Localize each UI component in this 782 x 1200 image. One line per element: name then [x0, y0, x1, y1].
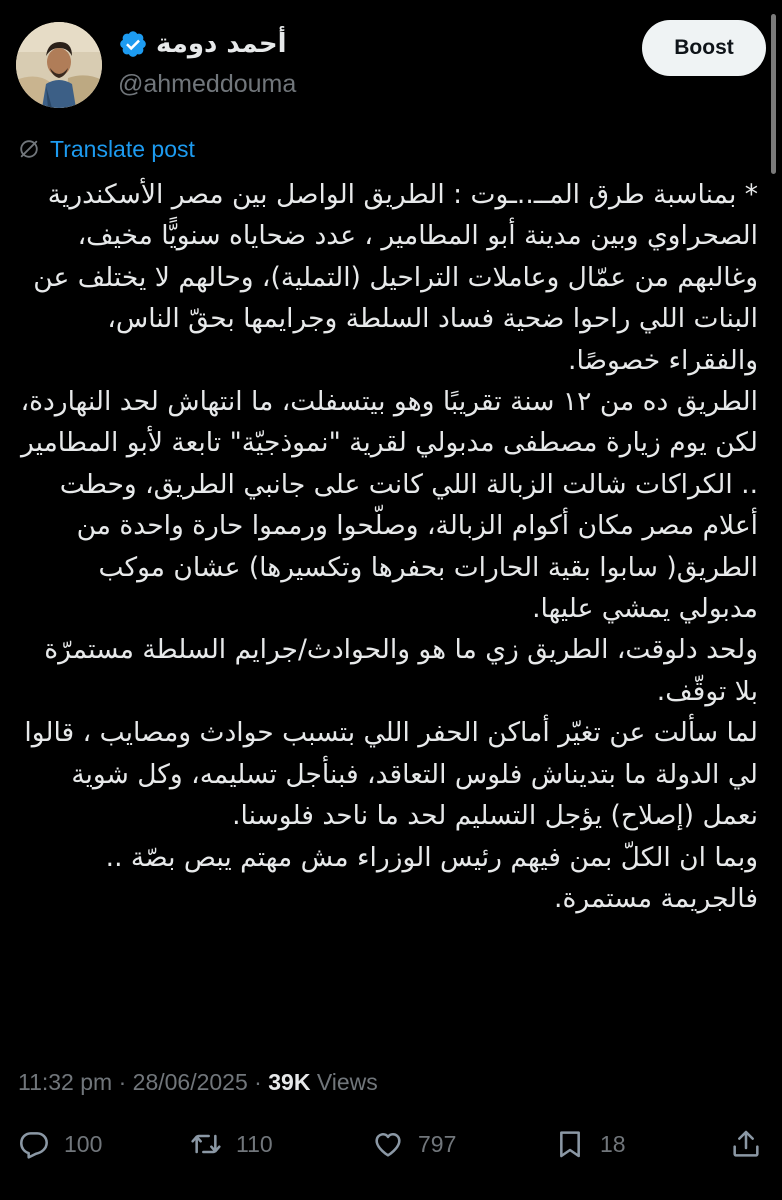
heart-icon	[372, 1128, 404, 1160]
repost-icon	[190, 1128, 222, 1160]
translate-label[interactable]: Translate post	[50, 135, 195, 162]
avatar[interactable]	[16, 22, 102, 108]
author-name-row[interactable]	[118, 24, 287, 64]
bookmark-icon	[554, 1128, 586, 1160]
post-time[interactable]: 11:32 pm	[18, 1068, 113, 1095]
avatar-photo	[16, 22, 102, 108]
translate-post-link[interactable]	[18, 132, 195, 166]
author-display-name[interactable]: أحمد دومة	[156, 29, 287, 59]
scrollbar[interactable]	[771, 14, 776, 174]
share-icon	[730, 1128, 762, 1160]
post-meta	[18, 1062, 378, 1102]
meta-separator: ·	[112, 1068, 133, 1095]
bookmark-button[interactable]	[554, 1120, 626, 1168]
views-count[interactable]: 39K	[268, 1068, 311, 1095]
share-button[interactable]	[730, 1120, 762, 1168]
repost-button[interactable]	[190, 1120, 273, 1168]
reply-button[interactable]	[18, 1120, 102, 1168]
boost-button[interactable]: Boost	[642, 20, 766, 76]
post-header	[16, 20, 766, 110]
like-count: 797	[418, 1130, 457, 1157]
reply-count: 100	[64, 1130, 103, 1157]
verified-badge-icon	[118, 29, 148, 59]
author-handle[interactable]: @ahmeddouma	[118, 70, 297, 98]
bookmark-count: 18	[600, 1130, 626, 1157]
action-bar	[18, 1120, 764, 1168]
post-text: * بمناسبة طرق المــ..ـوت : الطريق الواصل بين مصر الأسكندرية الصحراوي وبين مدينة أبو المطامير ، عدد ضحاياه سنويًّا مخيف، وغالبهم من عمّال وعاملات التراحيل (التملية)، وحالهم لا يختلف عن البنات اللي راحوا ضحية فساد السلطة وجرايمها بحقّ الناس، والفقراء خصوصًا. الطريق ده من ١٢ سنة تقريبًا وهو بيتسفلت، ما انتهاش لحد النهاردة، لكن يوم زيارة مصطفى مدبولي لقرية "نموذجيّة" تابعة لأبو المطامير .. الكراكات شالت الزبالة اللي كانت على جانبي الطريق، وحطت أعلام مصر مكان أكوام الزبالة، وصلّحوا ورمموا حارة واحدة من الطريق( سابوا بقية الحارات بحفرها وتكسيرها) عشان موكب مدبولي يمشي عليها. ولحد دلوقت، الطريق زي ما هو والحوادث/جرايم السلطة مستمرّة بلا توقّف. لما سألت عن تغيّر أماكن الحفر اللي بتسبب حوادث ومصايب ، قالوا لي الدولة ما بتديناش فلوس التعاقد، فبنأجل تسليمه، وكل شوية نعمل (إصلاح) يؤجل التسليم لحد ما ناحد فلوسنا. وبما ان الكلّ بمن فيهم رئيس الوزراء مش مهتم يبص بصّة .. فالجريمة مستمرة.	[20, 179, 758, 914]
repost-count: 110	[236, 1130, 273, 1157]
views-label: Views	[310, 1068, 378, 1095]
reply-icon	[18, 1128, 50, 1160]
translate-icon	[18, 138, 40, 160]
meta-separator: ·	[247, 1068, 269, 1095]
like-button[interactable]	[372, 1120, 456, 1168]
post-date[interactable]: 28/06/2025	[132, 1068, 248, 1095]
